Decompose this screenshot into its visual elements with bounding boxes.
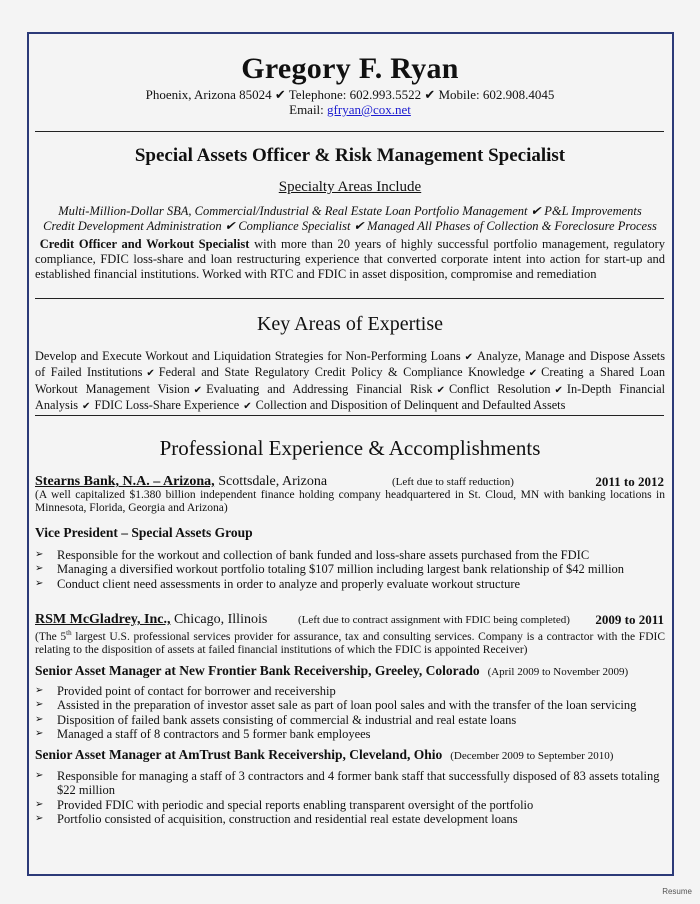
job2-desc-text: largest U.S. professional services provider for assurance, tax and consulting services. Company is a contractor with the FDIC relating to the disposition of assets at failed financial institutions of which the FDIC is appointed Receiver) — [35, 630, 665, 656]
email-link[interactable]: gfryan@cox.net — [327, 102, 411, 117]
list-item — [35, 577, 665, 591]
check-icon: ✔ — [243, 400, 252, 412]
check-icon: ✔ — [193, 384, 203, 396]
arrow-bullet-icon: ➢ — [35, 563, 44, 575]
specialty-subtitle: Specialty Areas Include — [278, 179, 422, 195]
list-item-text: Portfolio consisted of acquisition, construction and residential real estate development loans — [57, 811, 518, 826]
list-item — [35, 812, 665, 826]
list-item — [35, 727, 665, 741]
job2-role2-dates: (December 2009 to September 2010) — [450, 750, 614, 762]
candidate-name: Gregory F. Ryan — [241, 52, 459, 85]
job2-location: Chicago, Illinois — [170, 612, 268, 627]
summary-intro-bold: Credit Officer and Workout Specialist — [39, 237, 250, 251]
email-label: Email: — [289, 102, 324, 117]
job2-role1-bullets — [35, 684, 665, 741]
job2-desc-prefix: (The 5 — [35, 630, 67, 643]
arrow-bullet-icon: ➢ — [35, 727, 44, 739]
expertise-item: Federal and State Regulatory Credit Policy & Compliance Knowledge — [158, 365, 525, 380]
job2-dates: 2009 to 2011 — [595, 612, 664, 627]
arrow-bullet-icon: ➢ — [35, 549, 44, 560]
job2-note: (Left due to contract assignment with FDIC being completed) — [298, 614, 570, 626]
job1-dates: 2011 to 2012 — [595, 474, 664, 489]
summary-paragraph — [35, 237, 665, 282]
list-item-text: Provided FDIC with periodic and special reports enabling transparent oversight of the portfolio — [57, 797, 534, 812]
list-item-text: Disposition of failed bank assets consisting of commercial & industrial and real estate loans — [57, 712, 517, 727]
arrow-bullet-icon: ➢ — [35, 577, 44, 589]
check-icon: ✔ — [146, 368, 155, 380]
job2-description — [35, 627, 665, 657]
job2-company: RSM McGladrey, Inc., — [35, 612, 171, 627]
job2-role2-bullets — [35, 769, 665, 826]
job2-company-line — [35, 612, 267, 628]
job1-company-line — [35, 474, 327, 490]
check-icon: ✔ — [464, 352, 474, 363]
check-icon: ✔ — [528, 368, 538, 380]
specialty-line-1: Multi-Million-Dollar SBA, Commercial/Industrial & Real Estate Loan Portfolio Management ✔ P&L Improvements — [58, 204, 642, 218]
list-item-text: Responsible for the workout and collection of bank funded and loss-share assets purchased from the FDIC — [57, 548, 590, 562]
job2-role1 — [35, 663, 628, 679]
arrow-bullet-icon: ➢ — [35, 685, 44, 696]
list-item-text: Responsible for managing a staff of 3 contractors and 4 former bank staff that successfully disposed of 83 assets totaling $22 million — [57, 769, 660, 798]
expertise-item: Evaluating and Addressing Financial Risk — [206, 381, 433, 396]
list-item-text: Conduct client need assessments in order to analyze and properly evaluate workout structure — [57, 576, 521, 591]
experience-title: Professional Experience & Accomplishments — [159, 436, 541, 460]
list-item-text: Managed a staff of 8 contractors and 5 former bank employees — [57, 726, 371, 741]
contact-line: Phoenix, Arizona 85024 ✔ Telephone: 602.993.5522 ✔ Mobile: 602.908.4045 — [145, 87, 555, 102]
job2-role1-dates: (April 2009 to November 2009) — [487, 666, 629, 678]
arrow-bullet-icon: ➢ — [35, 798, 44, 810]
divider — [35, 415, 664, 416]
summary-intro-text: with more than 20 years of highly successful portfolio management, regulatory compliance, FDIC loss-share and loan restructuring experience that converted corporate intent into action for start-up and established financial institutions. Worked with RTC and FDIC in asset disposition, compromise and remediation — [35, 237, 665, 281]
expertise-item: In-Depth Financial Analysis — [35, 381, 665, 412]
job1-location: Scottsdale, Arizona — [214, 474, 328, 489]
specialty-line-2: Credit Development Administration ✔ Compliance Specialist ✔ Managed All Phases of Collection & Foreclosure Process — [43, 219, 657, 233]
check-icon: ✔ — [82, 400, 91, 412]
check-icon: ✔ — [436, 384, 445, 396]
job1-company: Stearns Bank, N.A. – Arizona, — [35, 474, 215, 489]
job1-description: (A well capitalized $1.380 billion independent finance holding company headquartered in St. Cloud, MN with banking locations in Minnesota, Florida, Georgia and Arizona) — [35, 489, 665, 514]
job1-role: Vice President – Special Assets Group — [35, 525, 253, 540]
check-icon: ✔ — [554, 384, 563, 396]
list-item — [35, 698, 665, 712]
list-item — [35, 713, 665, 727]
expertise-item: Conflict Resolution — [448, 381, 551, 396]
arrow-bullet-icon: ➢ — [35, 713, 44, 725]
job1-bullets — [35, 548, 665, 591]
expertise-item: Creating a Shared Loan Workout Management Vision — [35, 365, 665, 396]
email-line — [0, 102, 700, 118]
list-item — [35, 548, 665, 562]
job2-role2-title: Senior Asset Manager at AmTrust Bank Receivership, Cleveland, Ohio — [35, 747, 443, 762]
list-item-text: Managing a diversified workout portfolio totaling $107 million including largest bank relationship of $42 million — [57, 562, 625, 577]
job2-desc-sup: th — [66, 629, 72, 637]
divider — [35, 298, 664, 299]
arrow-bullet-icon: ➢ — [35, 812, 44, 824]
job1-note: (Left due to staff reduction) — [392, 476, 514, 488]
list-item — [35, 684, 665, 698]
list-item — [35, 562, 665, 576]
expertise-item: Analyze, Manage and Dispose Assets of Failed Institutions — [35, 349, 665, 380]
job2-role2 — [35, 747, 613, 763]
expertise-list — [35, 349, 665, 414]
expertise-item: Develop and Execute Workout and Liquidation Strategies for Non-Performing Loans — [35, 349, 461, 363]
summary-title: Special Assets Officer & Risk Management Specialist — [134, 145, 566, 166]
divider — [35, 131, 664, 132]
list-item — [35, 769, 665, 798]
list-item — [35, 798, 665, 812]
expertise-item: FDIC Loss-Share Experience — [94, 397, 240, 412]
arrow-bullet-icon: ➢ — [35, 770, 44, 781]
resume-watermark: Resume — [662, 887, 692, 896]
arrow-bullet-icon: ➢ — [35, 699, 44, 711]
expertise-title: Key Areas of Expertise — [256, 313, 444, 335]
job2-role1-title: Senior Asset Manager at New Frontier Bank Receivership, Greeley, Colorado — [35, 663, 480, 678]
list-item-text: Provided point of contact for borrower and receivership — [57, 684, 336, 698]
list-item-text: Assisted in the preparation of investor asset sale as part of loan pool sales and with the transfer of the loan servicing — [57, 698, 637, 713]
expertise-item: Collection and Disposition of Delinquent and Defaulted Assets — [255, 397, 566, 412]
